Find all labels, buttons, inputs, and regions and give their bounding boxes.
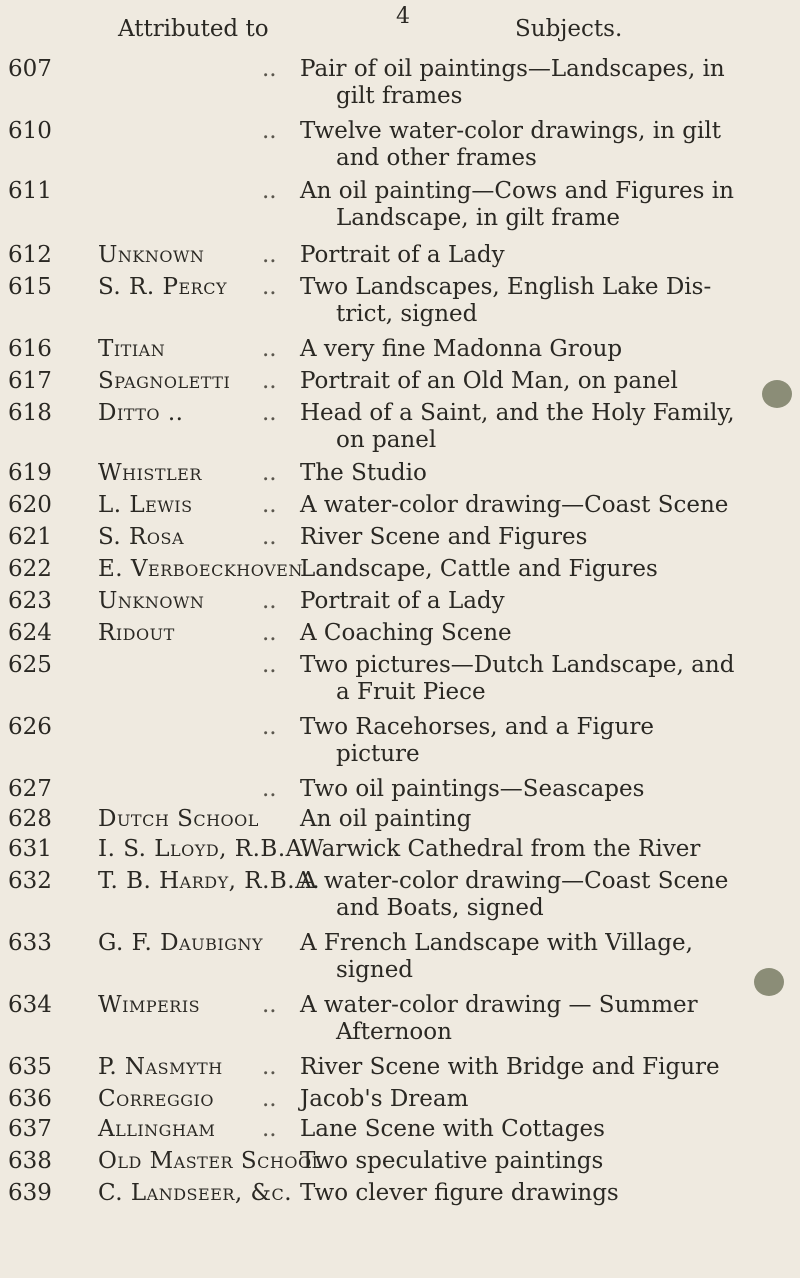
leader-dots: ..	[262, 118, 277, 144]
lot-number: 627	[8, 776, 52, 802]
subject-text	[300, 776, 760, 803]
subject-line: A very fine Madonna Group	[300, 336, 623, 362]
lot-number: 616	[8, 336, 52, 362]
subject-text	[300, 868, 760, 922]
artist-name: S. R. Percy	[98, 274, 228, 300]
leader-dots: ..	[262, 714, 277, 740]
subject-line: The Studio	[300, 460, 427, 486]
subject-text	[300, 56, 760, 110]
subject-line: Two clever figure drawings	[300, 1180, 619, 1206]
lot-number: 631	[8, 836, 52, 862]
subject-line: Two Landscapes, English Lake Dis-	[300, 274, 712, 300]
subject-line: Twelve water-color drawings, in gilt	[300, 118, 721, 144]
leader-dots: ..	[262, 776, 277, 802]
ink-blot	[762, 380, 792, 408]
subject-line: Portrait of a Lady	[300, 588, 505, 614]
subject-continuation: trict, signed	[336, 301, 478, 327]
ink-blot	[754, 968, 784, 996]
lot-number: 633	[8, 930, 52, 956]
subject-line: Landscape, Cattle and Figures	[300, 556, 658, 582]
leader-dots: ..	[262, 242, 277, 268]
lot-number: 638	[8, 1148, 52, 1174]
lot-number: 636	[8, 1086, 52, 1112]
subject-text	[300, 806, 760, 833]
lot-number: 622	[8, 556, 52, 582]
subject-text	[300, 1180, 760, 1207]
subject-text	[300, 620, 760, 647]
subject-line: A Coaching Scene	[300, 620, 512, 646]
subject-text	[300, 242, 760, 269]
subject-text	[300, 1116, 760, 1143]
leader-dots: ..	[262, 400, 277, 426]
leader-dots: ..	[262, 1054, 277, 1080]
subject-line: Two pictures—Dutch Landscape, and	[300, 652, 735, 678]
subject-text	[300, 588, 760, 615]
leader-dots: ..	[262, 460, 277, 486]
subject-text	[300, 400, 760, 454]
subject-text	[300, 178, 760, 232]
subject-line: Head of a Saint, and the Holy Family,	[300, 400, 735, 426]
lot-number: 620	[8, 492, 52, 518]
subject-line: Lane Scene with Cottages	[300, 1116, 605, 1142]
subject-continuation: signed	[336, 957, 414, 983]
subject-continuation: a Fruit Piece	[336, 679, 486, 705]
subject-line: A water-color drawing—Coast Scene	[300, 868, 729, 894]
lot-number: 615	[8, 274, 52, 300]
subject-continuation: and Boats, signed	[336, 895, 544, 921]
leader-dots: ..	[262, 620, 277, 646]
subject-line: River Scene and Figures	[300, 524, 588, 550]
leader-dots: ..	[262, 492, 277, 518]
subject-text	[300, 1054, 760, 1081]
artist-name: Whistler	[98, 460, 202, 486]
lot-number: 624	[8, 620, 52, 646]
leader-dots: ..	[262, 588, 277, 614]
lot-number: 607	[8, 56, 52, 82]
leader-dots: ..	[262, 274, 277, 300]
subject-line: Two oil paintings—Seascapes	[300, 776, 645, 802]
leader-dots: ..	[262, 524, 277, 550]
subject-line: Warwick Cathedral from the River	[300, 836, 701, 862]
subject-line: An oil painting	[300, 806, 472, 832]
leader-dots: ..	[262, 336, 277, 362]
artist-name: Old Master School	[98, 1148, 323, 1174]
subject-text	[300, 524, 760, 551]
subject-text	[300, 118, 760, 172]
subject-line: A water-color drawing—Coast Scene	[300, 492, 729, 518]
subject-text	[300, 336, 760, 363]
lot-number: 623	[8, 588, 52, 614]
subject-text	[300, 274, 760, 328]
leader-dots: ..	[262, 1116, 277, 1142]
artist-name: Ridout	[98, 620, 175, 646]
lot-number: 632	[8, 868, 52, 894]
leader-dots: ..	[262, 992, 277, 1018]
subject-text	[300, 836, 760, 863]
subject-text	[300, 930, 760, 984]
lot-number: 635	[8, 1054, 52, 1080]
lot-number: 611	[8, 178, 52, 204]
artist-name: L. Lewis	[98, 492, 193, 518]
subject-continuation: and other frames	[336, 145, 537, 171]
subject-continuation: Landscape, in gilt frame	[336, 205, 620, 231]
lot-number: 610	[8, 118, 52, 144]
lot-number: 618	[8, 400, 52, 426]
subject-continuation: picture	[336, 741, 420, 767]
lot-number: 619	[8, 460, 52, 486]
artist-name: C. Landseer, &c.	[98, 1180, 293, 1206]
lot-number: 639	[8, 1180, 52, 1206]
subject-text	[300, 992, 760, 1046]
subject-line: An oil painting—Cows and Figures in	[300, 178, 734, 204]
leader-dots: ..	[262, 652, 277, 678]
artist-name: T. B. Hardy, R.B.A.	[98, 868, 321, 894]
subject-line: Portrait of a Lady	[300, 242, 505, 268]
artist-name: Correggio	[98, 1086, 214, 1112]
subject-line: A water-color drawing — Summer	[300, 992, 698, 1018]
lot-number: 634	[8, 992, 52, 1018]
subject-continuation: on panel	[336, 427, 437, 453]
subject-line: Two speculative paintings	[300, 1148, 604, 1174]
header-attributed-to: Attributed to	[118, 16, 269, 42]
subject-text	[300, 1148, 760, 1175]
lot-number: 621	[8, 524, 52, 550]
artist-name: P. Nasmyth	[98, 1054, 223, 1080]
subject-text	[300, 368, 760, 395]
page-number: 4	[396, 4, 410, 29]
subject-continuation: gilt frames	[336, 83, 463, 109]
subject-line: River Scene with Bridge and Figure	[300, 1054, 720, 1080]
artist-name: Wimperis	[98, 992, 201, 1018]
artist-name: Spagnoletti	[98, 368, 231, 394]
subject-text	[300, 492, 760, 519]
lot-number: 628	[8, 806, 52, 832]
subject-line: Pair of oil paintings—Landscapes, in	[300, 56, 725, 82]
subject-line: Two Racehorses, and a Figure	[300, 714, 654, 740]
artist-name: Ditto ..	[98, 400, 184, 426]
subject-line: Jacob's Dream	[300, 1086, 469, 1112]
header-subjects: Subjects.	[515, 16, 623, 42]
lot-number: 612	[8, 242, 52, 268]
artist-name: E. Verboeckhoven	[98, 556, 303, 582]
leader-dots: ..	[262, 178, 277, 204]
artist-name: Unknown	[98, 242, 205, 268]
artist-name: Titian	[98, 336, 166, 362]
subject-line: Portrait of an Old Man, on panel	[300, 368, 678, 394]
lot-number: 637	[8, 1116, 52, 1142]
subject-line: A French Landscape with Village,	[300, 930, 693, 956]
lot-number: 625	[8, 652, 52, 678]
artist-name: S. Rosa	[98, 524, 185, 550]
subject-text	[300, 556, 760, 583]
artist-name: Allingham	[98, 1116, 216, 1142]
leader-dots: ..	[262, 56, 277, 82]
leader-dots: ..	[262, 368, 277, 394]
subject-continuation: Afternoon	[336, 1019, 452, 1045]
lot-number: 626	[8, 714, 52, 740]
artist-name: Dutch School	[98, 806, 259, 832]
subject-text	[300, 1086, 760, 1113]
artist-name: Unknown	[98, 588, 205, 614]
subject-text	[300, 652, 760, 706]
subject-text	[300, 714, 760, 768]
artist-name: G. F. Daubigny	[98, 930, 264, 956]
subject-text	[300, 460, 760, 487]
artist-name: I. S. Lloyd, R.B.A.	[98, 836, 311, 862]
lot-number: 617	[8, 368, 52, 394]
leader-dots: ..	[262, 1086, 277, 1112]
